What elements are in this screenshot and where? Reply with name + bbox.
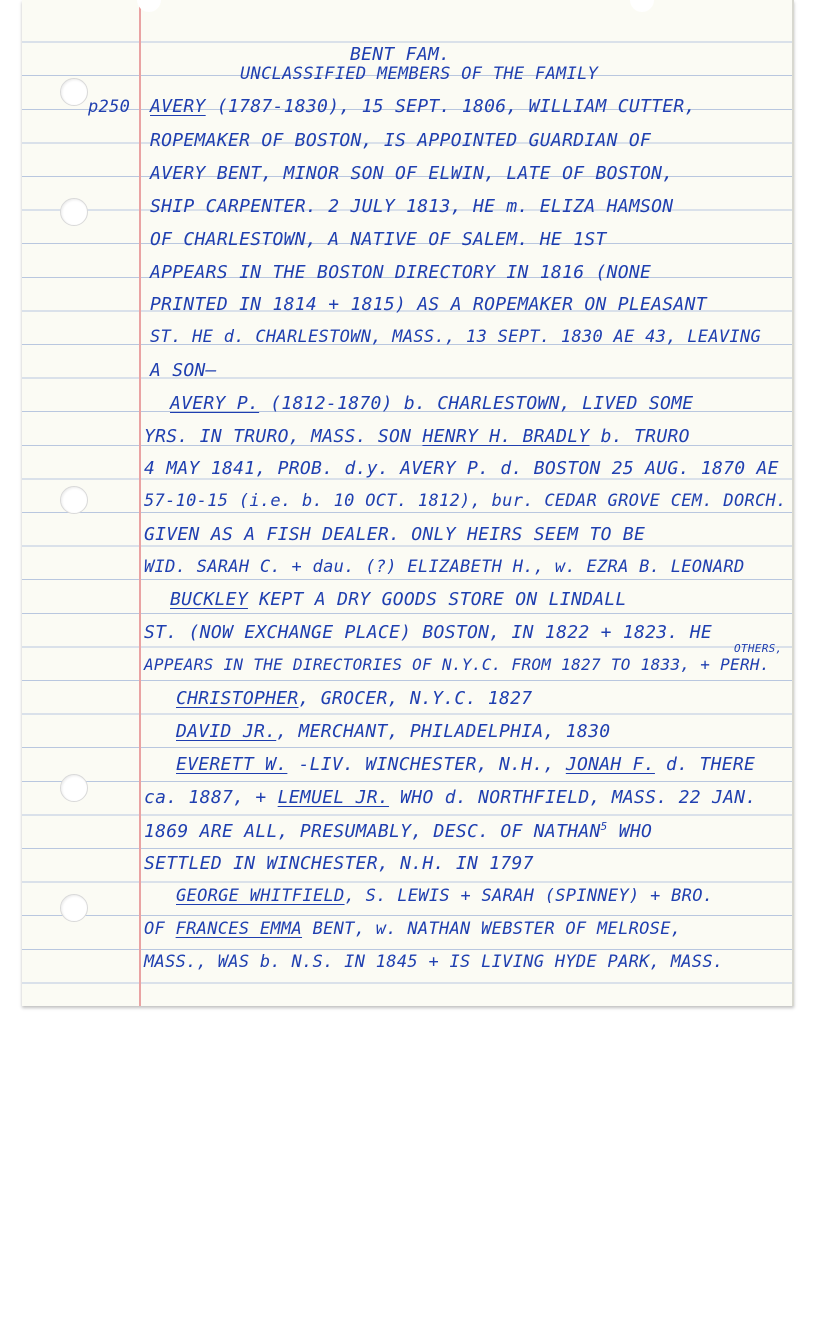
everett-line-4: SETTLED IN WINCHESTER, N.H. IN 1797 xyxy=(144,853,534,874)
name-avery: AVERY xyxy=(150,96,206,117)
avery-p-line-1: AVERY P. (1812-1870) b. CHARLESTOWN, LIVED SOME xyxy=(170,393,694,414)
christopher-line: CHRISTOPHER, GROCER, N.Y.C. 1827 xyxy=(176,688,533,709)
name-avery-p: AVERY P. xyxy=(170,393,260,414)
everett-line-3: 1869 ARE ALL, PRESUMABLY, DESC. OF NATHAN$^5$ WHO xyxy=(144,820,653,842)
avery-line-3: AVERY BENT, MINOR SON OF ELWIN, LATE OF BOSTON, xyxy=(150,163,674,184)
name-christopher: CHRISTOPHER xyxy=(176,688,299,709)
name-buckley: BUCKLEY xyxy=(170,589,248,610)
avery-line-2: ROPEMAKER OF BOSTON, IS APPOINTED GUARDIAN OF xyxy=(150,130,652,151)
binder-hole xyxy=(60,198,88,226)
everett-line-2: ca. 1887, + LEMUEL JR. WHO d. NORTHFIELD, MASS. 22 JAN. xyxy=(144,787,757,808)
name-jonah-f: JONAH F. xyxy=(565,754,655,775)
avery-p-line-5: GIVEN AS A FISH DEALER. ONLY HEIRS SEEM TO BE xyxy=(144,524,646,545)
page-title: BENT FAM. xyxy=(350,44,451,65)
george-line-1: GEORGE WHITFIELD, S. LEWIS + SARAH (SPINNEY) + BRO. xyxy=(176,886,714,906)
name-david-jr: DAVID JR. xyxy=(176,721,277,742)
avery-line-9: A SON— xyxy=(150,360,217,381)
david-line: DAVID JR., MERCHANT, PHILADELPHIA, 1830 xyxy=(176,721,611,742)
buckley-insertion-others: OTHERS, xyxy=(734,642,783,655)
binder-hole xyxy=(60,774,88,802)
red-margin-line xyxy=(139,0,141,1006)
everett-line-1: EVERETT W. -LIV. WINCHESTER, N.H., JONAH F. d. THERE xyxy=(176,754,756,775)
name-george-whitfield: GEORGE WHITFIELD xyxy=(176,886,345,906)
buckley-line-3: APPEARS IN THE DIRECTORIES OF N.Y.C. FROM 1827 TO 1833, + PERH. xyxy=(144,655,770,674)
margin-page-reference: p250 xyxy=(88,97,131,117)
page-subtitle: UNCLASSIFIED MEMBERS OF THE FAMILY xyxy=(240,64,599,84)
avery-p-line-4: 57-10-15 (i.e. b. 10 OCT. 1812), bur. CEDAR GROVE CEM. DORCH. xyxy=(144,491,787,511)
avery-line-6: APPEARS IN THE BOSTON DIRECTORY IN 1816 (NONE xyxy=(150,262,652,283)
avery-p-line-2: YRS. IN TRURO, MASS. SON HENRY H. BRADLY b. TRURO xyxy=(144,426,690,447)
george-line-2: OF FRANCES EMMA BENT, w. NATHAN WEBSTER OF MELROSE, xyxy=(144,919,682,939)
avery-line-4: SHIP CARPENTER. 2 JULY 1813, HE m. ELIZA HAMSON xyxy=(150,196,674,217)
avery-line-1: AVERY (1787-1830), 15 SEPT. 1806, WILLIAM CUTTER, xyxy=(150,96,696,117)
avery-p-line-3: 4 MAY 1841, PROB. d.y. AVERY P. d. BOSTON 25 AUG. 1870 AE xyxy=(144,458,779,479)
avery-line-5: OF CHARLESTOWN, A NATIVE OF SALEM. HE 1ST xyxy=(150,229,607,250)
name-henry-h-bradly: HENRY H. BRADLY xyxy=(422,426,590,447)
george-line-3: MASS., WAS b. N.S. IN 1845 + IS LIVING HYDE PARK, MASS. xyxy=(144,952,724,972)
avery-line-8: ST. HE d. CHARLESTOWN, MASS., 13 SEPT. 1830 AE 43, LEAVING xyxy=(150,327,762,347)
name-everett-w: EVERETT W. xyxy=(176,754,288,775)
avery-p-line-6: WID. SARAH C. + dau. (?) ELIZABETH H., w. EZRA B. LEONARD xyxy=(144,557,745,577)
name-lemuel-jr: LEMUEL JR. xyxy=(277,787,390,808)
name-frances-emma: FRANCES EMMA xyxy=(175,919,303,939)
buckley-line-1: BUCKLEY KEPT A DRY GOODS STORE ON LINDALL xyxy=(170,589,627,610)
buckley-line-2: ST. (NOW EXCHANGE PLACE) BOSTON, IN 1822 + 1823. HE xyxy=(144,622,712,643)
binder-hole xyxy=(60,486,88,514)
top-notch xyxy=(630,0,654,12)
binder-hole xyxy=(60,894,88,922)
avery-line-7: PRINTED IN 1814 + 1815) AS A ROPEMAKER ON PLEASANT xyxy=(150,294,707,315)
notebook-page xyxy=(22,0,794,1006)
binder-hole xyxy=(60,78,88,106)
